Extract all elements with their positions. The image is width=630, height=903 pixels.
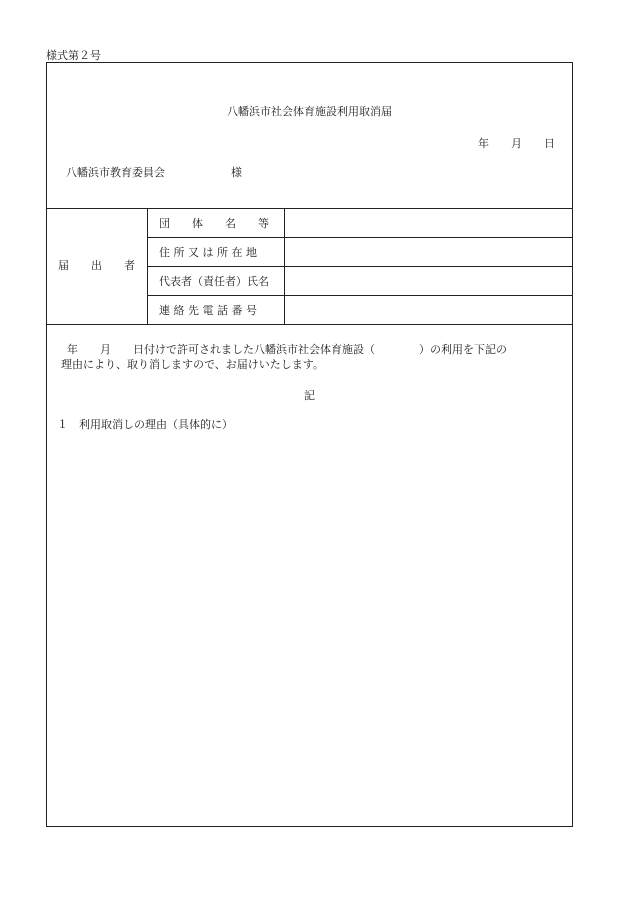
notice-line-2: 理由により、取り消しますので、お届けいたします。 [61,358,324,371]
form-title: 八幡浜市社会体育施設利用取消届 [227,105,392,118]
form-number: 様式第２号 [46,49,101,62]
notice-line-1: 年 月 日付けで許可されました八幡浜市社会体育施設（ ）の利用を下記の [67,343,507,356]
table-row-divider-2 [147,266,572,267]
form-frame [46,62,573,827]
applicant-row-representative-label: 代表者（責任者）氏名 [159,275,269,288]
ki-mark: 記 [304,389,315,402]
table-row-divider-3 [147,295,572,296]
date-line: 年 月 日 [478,137,555,150]
applicant-label: 届 出 者 [58,259,135,272]
table-row-divider-1 [147,237,572,238]
addressee: 八幡浜市教育委員会 様 [66,166,242,179]
section-divider-bottom [47,324,572,325]
section-divider-top [47,208,572,209]
applicant-row-phone-label: 連 絡 先 電 話 番 号 [159,304,257,317]
reason-heading: １ 利用取消しの理由（具体的に） [57,418,233,431]
applicant-row-organization-label: 団 体 名 等 [159,217,269,230]
applicant-row-address-label: 住 所 又 は 所 在 地 [159,246,257,259]
